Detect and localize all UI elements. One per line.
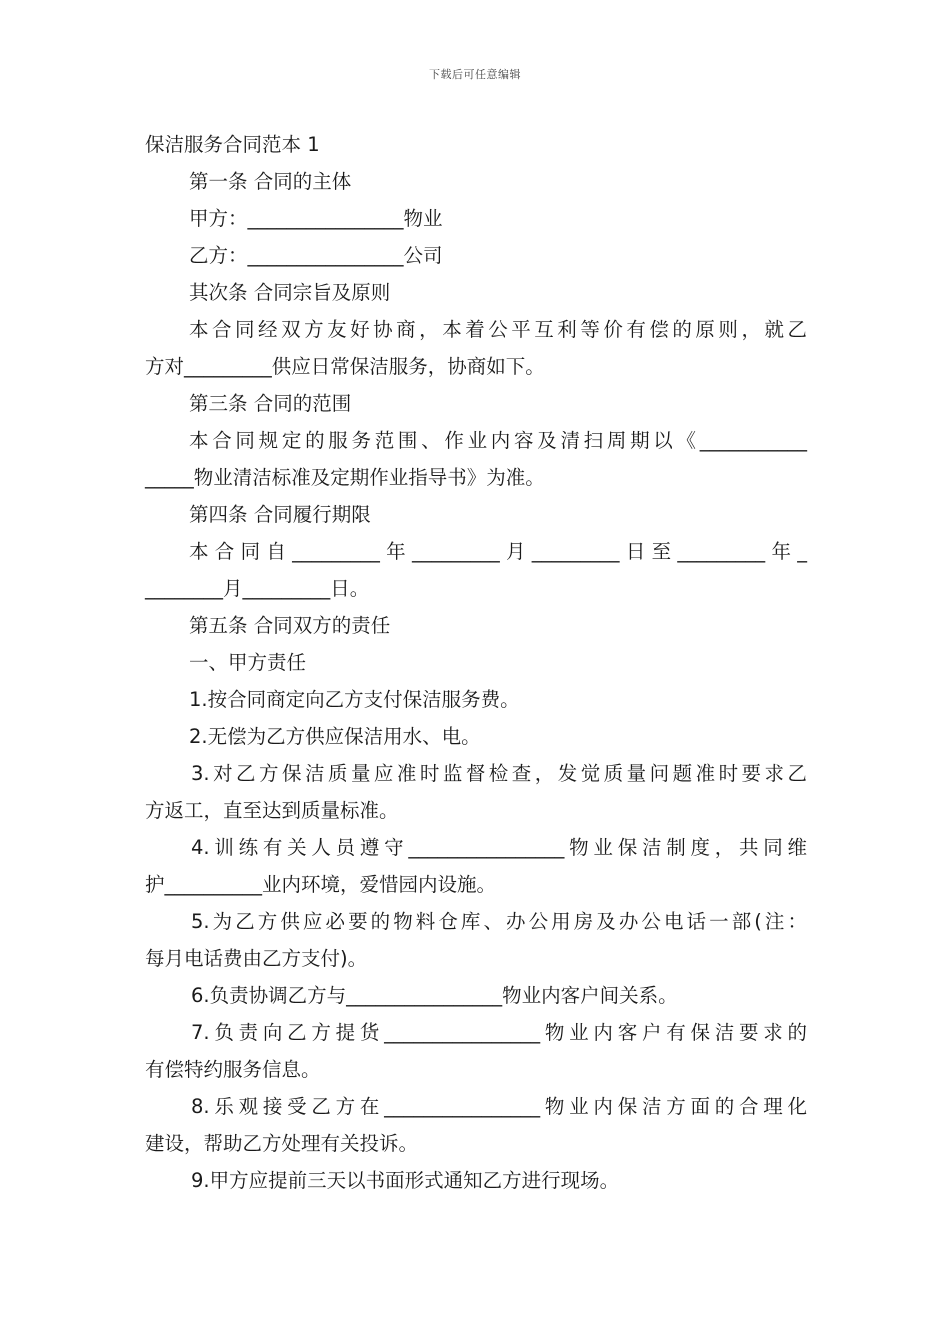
document-line: 5.为乙方供应必要的物料仓库、办公用房及办公电话一部(注：: [191, 910, 807, 933]
document-line: 4.训练有关人员遵守________________物业保洁制度，共同维: [191, 836, 807, 859]
document-line: 8.乐观接受乙方在________________物业内保洁方面的合理化: [191, 1095, 807, 1118]
document-title: 保洁服务合同范本 1: [145, 133, 320, 156]
document-line: 建设，帮助乙方处理有关投诉。: [145, 1132, 419, 1155]
document-line: 3.对乙方保洁质量应准时监督检查，发觉质量问题准时要求乙: [191, 762, 807, 785]
page-header: 下载后可任意编辑: [429, 68, 521, 81]
document-line: ________月_________日。: [145, 577, 370, 600]
document-lines: [145, 163, 807, 1199]
document-body: [145, 126, 807, 1199]
document-line: 第一条 合同的主体: [189, 170, 352, 193]
document-line: 第四条 合同履行期限: [189, 503, 371, 526]
document-line: 护__________业内环境，爱惜园内设施。: [145, 873, 497, 896]
document-line: 方对_________供应日常保洁服务，协商如下。: [145, 355, 545, 378]
document-line: 本合同自_________年_________月_________日至_________年_: [189, 540, 807, 563]
document-line: 9.甲方应提前三天以书面形式通知乙方进行现场。: [191, 1169, 620, 1192]
document-line: 2.无偿为乙方供应保洁用水、电。: [189, 725, 481, 748]
document-line: 本合同规定的服务范围、作业内容及清扫周期以《___________: [189, 429, 807, 452]
document-line: _____物业清洁标准及定期作业指导书》为准。: [145, 466, 545, 489]
document-line: 7.负责向乙方提货________________物业内客户有保洁要求的: [191, 1021, 807, 1044]
document-line: 甲方：________________物业: [189, 207, 443, 230]
document-line: 6.负责协调乙方与________________物业内客户间关系。: [191, 984, 678, 1007]
document-line: 每月电话费由乙方支付)。: [145, 947, 368, 970]
document-line: 第五条 合同双方的责任: [189, 614, 391, 637]
document-line: 乙方：________________公司: [189, 244, 443, 267]
document-line: 其次条 合同宗旨及原则: [189, 281, 391, 304]
document-line: 一、甲方责任: [189, 651, 307, 674]
document-line: 方返工，直至达到质量标准。: [145, 799, 399, 822]
document-line: 本合同经双方友好协商，本着公平互利等价有偿的原则，就乙: [189, 318, 807, 341]
document-line: 有偿特约服务信息。: [145, 1058, 321, 1081]
document-line: 第三条 合同的范围: [189, 392, 352, 415]
document-line: 1.按合同商定向乙方支付保洁服务费。: [189, 688, 520, 711]
